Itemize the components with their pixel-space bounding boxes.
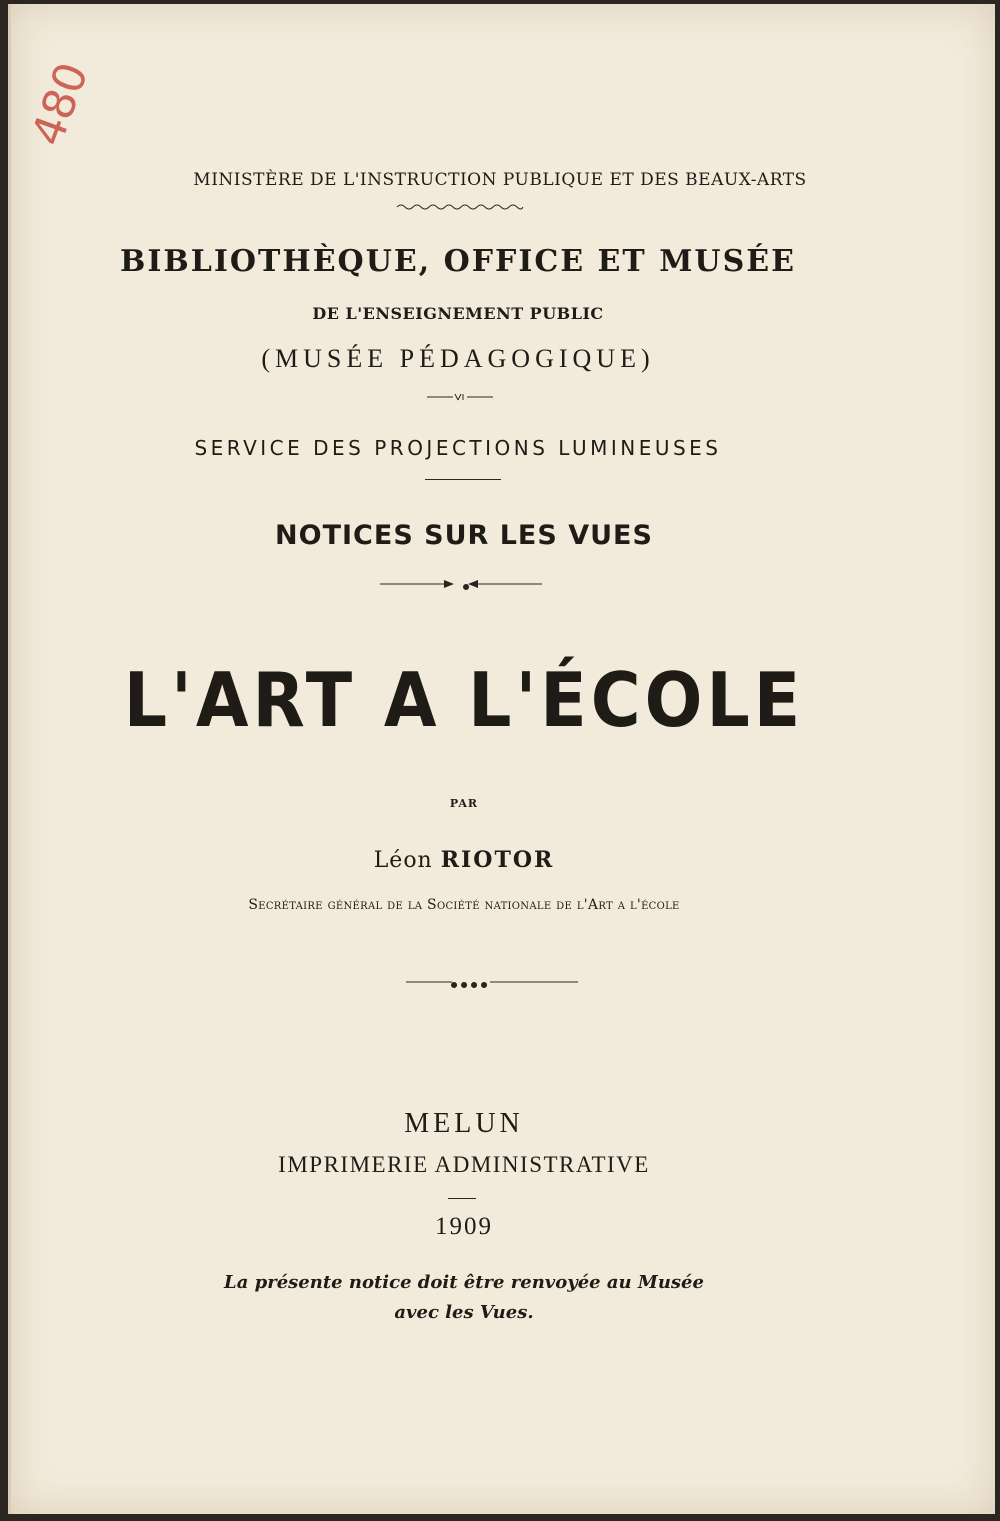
museum-name: (MUSÉE PÉDAGOGIQUE) bbox=[261, 344, 655, 373]
publisher-city: MELUN bbox=[404, 1108, 524, 1139]
publication-year: 1909 bbox=[435, 1213, 493, 1240]
author-title: Secrétaire général de la Société nationale de l'Art a l'école bbox=[248, 897, 680, 913]
institution-title: BIBLIOTHÈQUE, OFFICE ET MUSÉE bbox=[120, 244, 796, 279]
by-label: PAR bbox=[449, 797, 479, 810]
handwritten-number: 480 bbox=[22, 56, 99, 153]
author-first-name: Léon bbox=[373, 848, 433, 873]
divider-rule bbox=[425, 479, 501, 480]
author-name bbox=[0, 847, 964, 873]
publisher-name: IMPRIMERIE ADMINISTRATIVE bbox=[278, 1152, 650, 1177]
arrow-ornament bbox=[378, 578, 544, 590]
notices-heading: NOTICES SUR LES VUES bbox=[275, 520, 653, 551]
service-heading: SERVICE DES PROJECTIONS LUMINEUSES bbox=[194, 436, 722, 460]
dotted-ornament bbox=[404, 976, 580, 988]
divider-rule bbox=[448, 1198, 476, 1199]
ministry-heading: MINISTÈRE DE L'INSTRUCTION PUBLIQUE ET DES BEAUX-ARTS bbox=[193, 170, 807, 190]
wavy-ornament bbox=[395, 202, 525, 212]
institution-subtitle: DE L'ENSEIGNEMENT PUBLIC bbox=[312, 304, 604, 323]
author-last-name: RIOTOR bbox=[440, 847, 555, 873]
small-ornament bbox=[425, 392, 495, 402]
return-notice-line2: avec les Vues. bbox=[394, 1302, 534, 1323]
return-notice-line1: La présente notice doit être renvoyée au Musée bbox=[224, 1272, 704, 1293]
main-title: L'ART A L'ÉCOLE bbox=[123, 658, 805, 745]
